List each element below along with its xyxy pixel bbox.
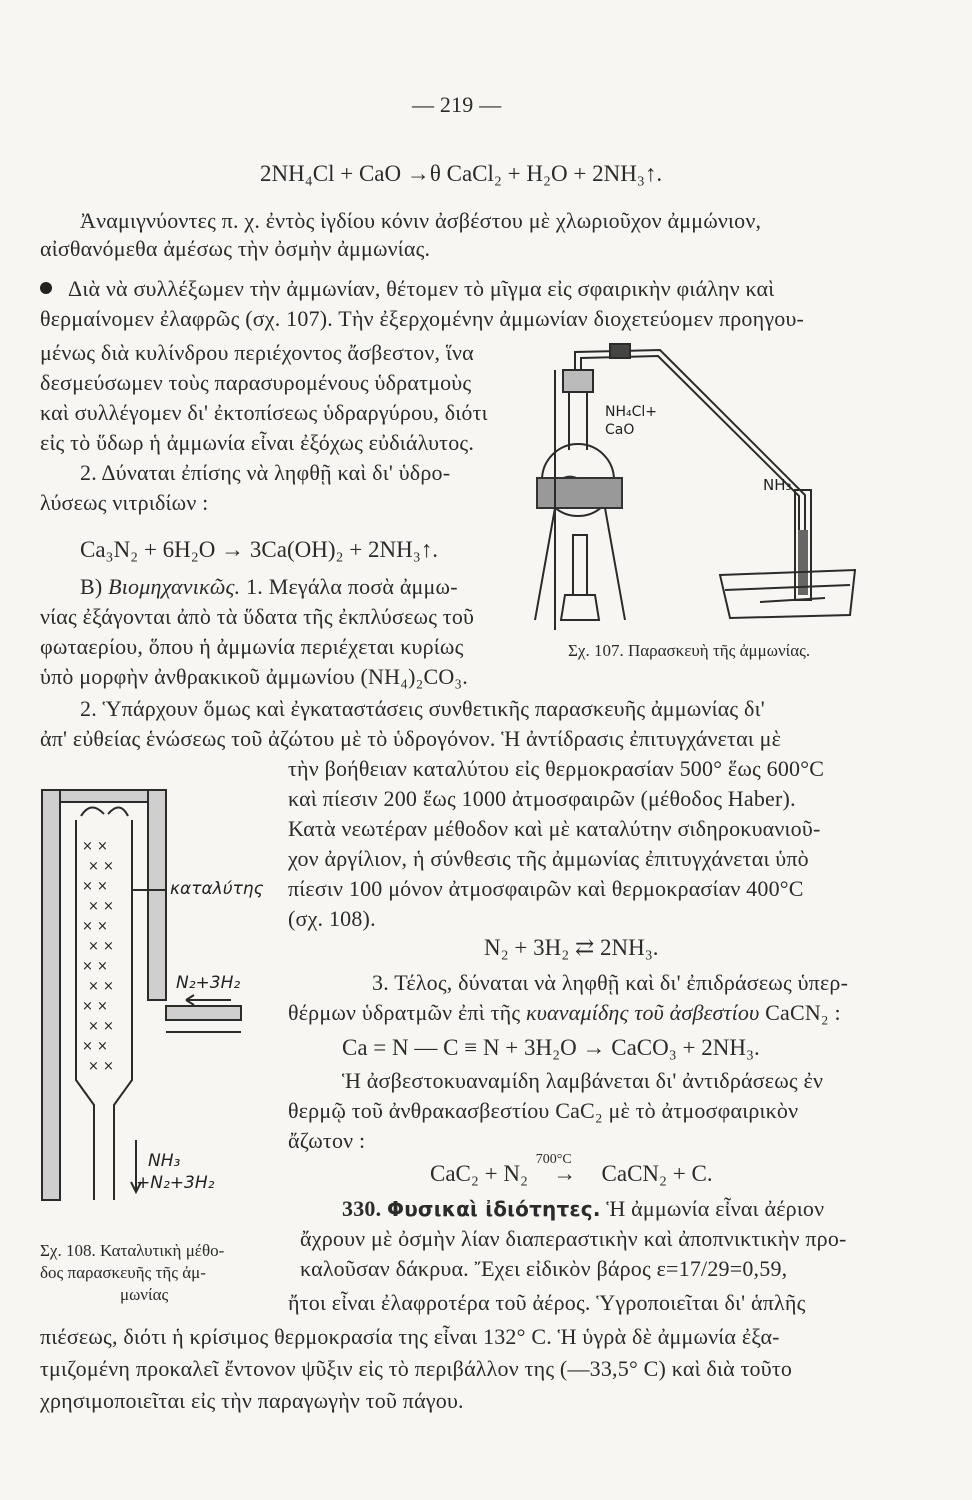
text-line: ἤτοι εἶναι ἐλαφροτέρα τοῦ ἀέρος. Ὑγροποιεῖται δι' ἁπλῆς: [288, 1290, 806, 1315]
text-line: θερμαίνομεν ἐλαφρῶς (σχ. 107). Τὴν ἐξερχομένην ἀμμωνίαν διοχετεύομεν προηγου-: [40, 306, 805, 331]
svg-text:× ×: × ×: [88, 1059, 114, 1074]
figure-108-caption-line: δος παρασκευῆς τῆς ἀμ-: [40, 1263, 206, 1282]
section-b-heading: [80, 574, 458, 600]
text-line: Ἡ ἀσβεστοκυαναμίδη λαμβάνεται δι' ἀντιδράσεως ἐν: [342, 1068, 824, 1093]
text-line: χον ἀργίλιον, ἡ σύνθεσις τῆς ἀμμωνίας ἐπιτυγχάνεται ὑπὸ: [288, 846, 809, 871]
text-line: δεσμεύσωμεν τοὺς παρασυρομένους ὑδρατμοὺς: [40, 370, 472, 395]
fig108-label-catalyst: καταλύτης: [170, 879, 264, 899]
svg-text:× ×: × ×: [82, 879, 108, 894]
section-b-label: B): [80, 574, 103, 599]
svg-text:× ×: × ×: [88, 1019, 114, 1034]
section-b-title: Βιομηχανικῶς.: [108, 574, 241, 599]
page-number: — 219 —: [412, 92, 502, 117]
reaction-5-condition: 700°C: [535, 1152, 572, 1167]
text-line: καλοῦσαν δάκρυα. Ἔχει εἰδικὸν βάρος ε=17/29=0,59,: [300, 1256, 788, 1281]
svg-text:× ×: × ×: [88, 979, 114, 994]
text-line: αἰσθανόμεθα ἀμέσως τὴν ὀσμὴν ἀμμωνίας.: [40, 236, 431, 261]
text-line: ἄζωτον :: [288, 1128, 366, 1153]
svg-text:× ×: × ×: [82, 919, 108, 934]
fig108-label-outlet1: NH₃: [148, 1151, 181, 1171]
svg-text:× ×: × ×: [88, 899, 114, 914]
cyanamide-term: κυαναμίδης τοῦ ἀσβεστίου: [525, 1000, 760, 1025]
text-line: χρησιμοποιεῖται εἰς τὴν παραγωγὴν τοῦ πάγου.: [40, 1388, 464, 1413]
reaction-5-arrow: 700°C →: [534, 1160, 596, 1188]
text-line: ἄχρουν μὲ ὀσμὴν λίαν διαπεραστικὴν καὶ ἀποπνικτικὴν προ-: [300, 1226, 847, 1251]
reaction-5: [430, 1152, 713, 1188]
text-line: (σχ. 108).: [288, 906, 376, 931]
figure-108-caption-line: Σχ. 108. Καταλυτικὴ μέθο-: [40, 1241, 225, 1260]
text-line: τὴν βοήθειαν καταλύτου εἰς θερμοκρασίαν 500° ἕως 600°C: [288, 756, 825, 781]
reaction-3: N₂ + 3H₂ ⇄ 2NH₃.: [484, 935, 659, 960]
reaction-5-left: CaC₂ + N₂: [430, 1161, 529, 1186]
text-line: Διὰ νὰ συλλέξωμεν τὴν ἀμμωνίαν, θέτομεν τὸ μῖγμα εἰς σφαιρικὴν φιάλην καὶ: [68, 276, 775, 301]
text-line: καὶ πίεσιν 200 ἕως 1000 ἀτμοσφαιρῶν (μέθοδος Haber).: [288, 786, 796, 811]
text-line: μένως διὰ κυλίνδρου περιέχοντος ἄσβεστον, ἵνα: [40, 340, 474, 365]
text-fragment: θέρμων ὑδρατμῶν ἐπὶ τῆς: [288, 1000, 521, 1025]
text-line: [288, 1000, 841, 1026]
text-line: λύσεως νιτριδίων :: [40, 490, 209, 515]
text-line: 3. Τέλος, δύναται νὰ ληφθῇ καὶ δι' ἐπιδράσεως ὑπερ-: [372, 970, 849, 995]
text-line: Κατὰ νεωτέραν μέθοδον καὶ μὲ καταλύτην σιδηροκυανιοῦ-: [288, 816, 821, 841]
section-b-text: 1. Μεγάλα ποσὰ ἀμμω-: [246, 574, 458, 599]
section-330-first: Ἡ ἀμμωνία εἶναι ἀέριον: [606, 1196, 825, 1221]
svg-text:× ×: × ×: [82, 1039, 108, 1054]
reaction-5-right: CaCN₂ + C.: [601, 1161, 713, 1186]
svg-text:× ×: × ×: [82, 999, 108, 1014]
cyanamide-formula: CaCN₂ :: [765, 1000, 841, 1025]
text-line: θερμῷ τοῦ ἀνθρακασβεστίου CaC₂ μὲ τὸ ἀτμοσφαιρικὸν: [288, 1098, 799, 1123]
fig107-label-flask: NH₄Cl+: [605, 404, 658, 420]
bullet-icon: [40, 282, 52, 294]
svg-text:× ×: × ×: [88, 859, 114, 874]
text-line: Ἀναμιγνύοντες π. χ. ἐντὸς ἰγδίου κόνιν ἀσβέστου μὲ χλωριοῦχον ἀμμώνιον,: [80, 208, 762, 233]
reaction-1: 2NH₄Cl + CaO →θ CaCl₂ + H₂O + 2NH₃↑.: [260, 161, 663, 186]
figure-107-caption: Σχ. 107. Παρασκευὴ τῆς ἀμμωνίας.: [568, 641, 811, 660]
text-line: εἰς τὸ ὕδωρ ἡ ἀμμωνία εἶναι ἐξόχως εὐδιάλυτος.: [40, 430, 475, 455]
text-line: 2. Ὑπάρχουν ὅμως καὶ ἐγκαταστάσεις συνθετικῆς παρασκευῆς ἀμμωνίας δι': [80, 696, 765, 721]
reaction-4: Ca = N — C ≡ N + 3H₂O → CaCO₃ + 2NH₃.: [342, 1035, 760, 1060]
text-line: ὑπὸ μορφὴν ἀνθρακικοῦ ἀμμωνίου (NH₄)₂CO₃.: [40, 664, 468, 689]
text-line: τμιζομένη προκαλεῖ ἔντονον ψῦξιν εἰς τὸ περιβάλλον της (—33,5° C) καὶ διὰ τοῦτο: [40, 1356, 793, 1381]
fig107-label-flask2: CaO: [605, 422, 635, 438]
text-line: φωταερίου, ὅπου ἡ ἀμμωνία περιέχεται κυρίως: [40, 634, 464, 659]
text-line: καὶ συλλέγομεν δι' ἐκτοπίσεως ὑδραργύρου, διότι: [40, 400, 488, 425]
text-line: νίας ἐξάγονται ἀπὸ τὰ ὕδατα τῆς ἐκπλύσεως τοῦ: [40, 604, 475, 629]
fig108-label-inlet: N₂+3H₂: [176, 973, 241, 993]
reaction-2: Ca₃N₂ + 6H₂O → 3Ca(OH)₂ + 2NH₃↑.: [80, 537, 438, 562]
section-330-heading: [342, 1196, 824, 1222]
svg-text:× ×: × ×: [82, 839, 108, 854]
svg-text:× ×: × ×: [88, 939, 114, 954]
fig108-label-outlet2: +N₂+3H₂: [136, 1173, 215, 1193]
fig107-label-tube: NH₃: [763, 476, 792, 494]
section-330-title: Φυσικαὶ ἰδιότητες.: [387, 1197, 601, 1221]
figure-108-caption-line: μωνίας: [120, 1285, 169, 1304]
text-line: πιέσεως, διότι ἡ κρίσιμος θερμοκρασία της εἶναι 132° C. Ἡ ὑγρὰ δὲ ἀμμωνία ἐξα-: [40, 1324, 780, 1349]
figure-108-catalytic-reactor: [36, 780, 286, 1220]
svg-text:× ×: × ×: [82, 959, 108, 974]
text-line: 2. Δύναται ἐπίσης νὰ ληφθῇ καὶ δι' ὑδρο-: [80, 460, 451, 485]
section-330-number: 330.: [342, 1196, 382, 1221]
text-line: ἀπ' εὐθείας ἑνώσεως τοῦ ἀζώτου μὲ τὸ ὑδρογόνον. Ἡ ἀντίδρασις ἐπιτυγχάνεται μὲ: [40, 726, 782, 751]
text-line: πίεσιν 100 μόνον ἀτμοσφαιρῶν καὶ θερμοκρασίαν 400°C: [288, 876, 804, 901]
figure-107-apparatus: [525, 330, 870, 630]
